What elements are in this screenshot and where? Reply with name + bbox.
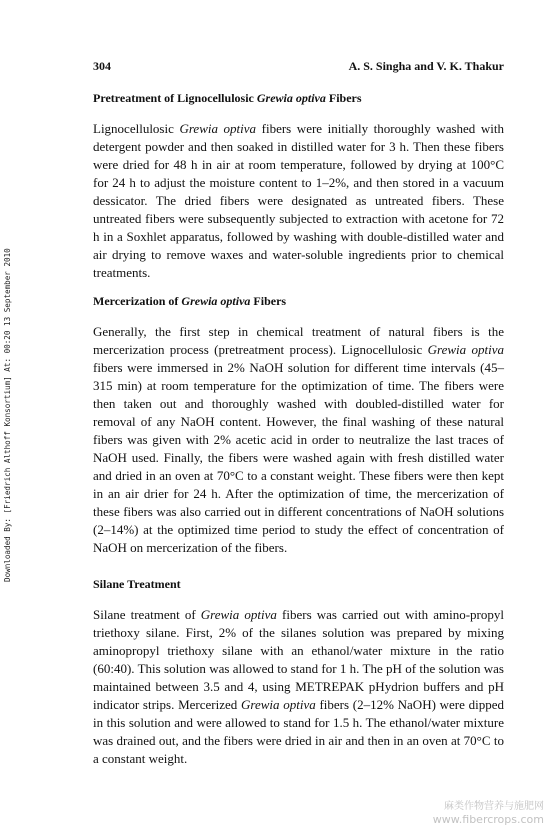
text-run: Silane Treatment (93, 577, 181, 591)
text-run: Silane treatment of (93, 607, 201, 622)
text-run: fibers was carried out with amino-propyl triethoxy silane. First, 2% of the silanes solution was prepared by mixing aminopropyl triethoxy silane with an ethanol/water mixture in the ratio (60:40). This solution was allowed to stand for 1 h. The pH of the solution was maintained between 3.5 and 4, using METREPAK pHydrion buffers and pH indicator strips. Mercerized (93, 607, 504, 712)
species-name-italic: Grewia optiva (181, 294, 251, 308)
text-run: fibers were initially thoroughly washed with detergent powder and then soaked in distilled water for 3 h. Then these fibers were dried for 48 h in air at room temperature, followed by drying at 100°C for 24 h to adjust the moisture content to 1–2%, and then stored in a vacuum dessicator. The dried fibers were designated as untreated fibers. These untreated fibers were subsequently subjected to extraction with acetone for 72 h in a Soxhlet apparatus, followed by washing with double-distilled water and air drying to remove waxes and water-soluble ingredients prior to chemical treatments. (93, 121, 504, 280)
text-run: Pretreatment of Lignocellulosic (93, 91, 257, 105)
download-stamp: Downloaded By: [Friedrich Althoff Konsortium] At: 00:20 13 September 2010 (3, 248, 12, 582)
author-names: A. S. Singha and V. K. Thakur (348, 59, 504, 73)
running-head (93, 58, 504, 74)
text-run: Mercerization of (93, 294, 182, 308)
watermark-chinese-text: 麻类作物营养与施肥网 (444, 801, 544, 812)
section-heading-pretreatment (93, 90, 504, 106)
paragraph-mercerization (93, 323, 504, 557)
text-run: fibers were immersed in 2% NaOH solution for different time intervals (45–315 min) at room temperature for the optimization of time. The fibers were then taken out and thoroughly washed with doubled-distilled water for removal of any NaOH content. However, the final washing of these natural fibers was given with 2% acetic acid in order to neutralize the last traces of NaOH used. Finally, the fibers were washed again with fresh distilled water and dried in an oven at 70°C to a constant weight. These fibers were then kept in an air drier for 24 h. After the optimization of time, the mercerization of these fibers was also carried out in different concentrations of NaOH solutions (2–14%) at the optimized time period to study the effect of concentration of NaOH on mercerization of the fibers. (93, 360, 504, 555)
page-number: 304 (93, 59, 111, 73)
paragraph-silane (93, 606, 504, 768)
text-run: fibers (2–12% NaOH) were dipped in this solution and were allowed to stand for 1.5 h. The ethanol/water mixture was drained out, and the fibers were dried in air and then in an oven at 70°C to a constant weight. (93, 697, 504, 766)
section-heading-silane (93, 576, 504, 592)
text-run: Lignocellulosic (93, 121, 180, 136)
species-name-italic: Grewia optiva (179, 121, 257, 136)
text-run: Fibers (325, 91, 362, 105)
paragraph-pretreatment (93, 120, 504, 282)
species-name-italic: Grewia optiva (427, 342, 504, 357)
species-name-italic: Grewia optiva (256, 91, 326, 105)
species-name-italic: Grewia optiva (200, 607, 277, 622)
site-watermark (433, 800, 544, 826)
text-run: Fibers (250, 294, 287, 308)
species-name-italic: Grewia optiva (240, 697, 316, 712)
watermark-url: www.fibercrops.com (432, 813, 544, 826)
section-heading-mercerization (93, 293, 504, 309)
text-run: Generally, the first step in chemical treatment of natural fibers is the mercerization process (pretreatment process). Lignocellulosic (93, 324, 504, 357)
